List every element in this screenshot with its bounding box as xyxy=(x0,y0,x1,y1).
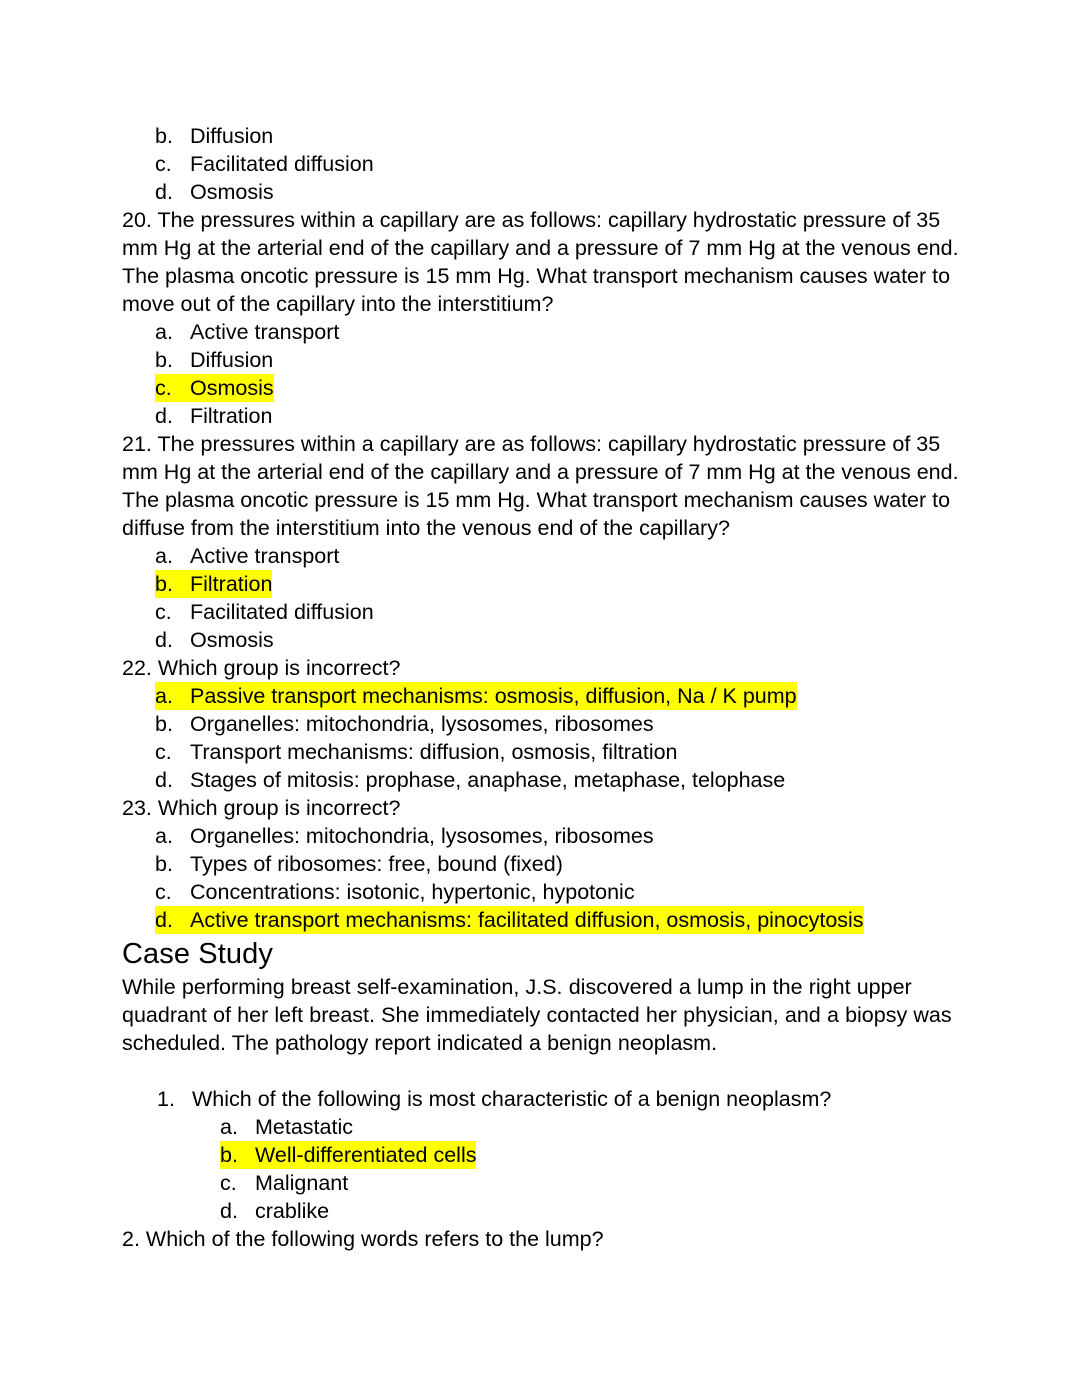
option-text: Transport mechanisms: diffusion, osmosis, filtration xyxy=(190,740,678,764)
option-list-23 xyxy=(122,822,968,934)
option-marker: b. xyxy=(155,570,190,598)
list-item xyxy=(155,346,968,374)
option-marker: a. xyxy=(155,320,173,344)
option-marker: c. xyxy=(220,1171,237,1195)
list-item xyxy=(155,318,968,346)
question-text-22: 22. Which group is incorrect? xyxy=(122,656,401,680)
option-text: Organelles: mitochondria, lysosomes, ribosomes xyxy=(190,824,654,848)
list-item xyxy=(155,402,968,430)
question-marker: 1. xyxy=(157,1087,175,1111)
question-text-20: 20. The pressures within a capillary are as follows: capillary hydrostatic pressure of 35 mm Hg at the arterial end of the capillary and a pressure of 7 mm Hg at the venous end. The plasma oncotic pressure is 15 mm Hg. What transport mechanism causes water to move out of the capillary into the interstitium? xyxy=(122,208,959,316)
option-marker: b. xyxy=(155,348,173,372)
question-text-21: 21. The pressures within a capillary are as follows: capillary hydrostatic pressure of 35 mm Hg at the arterial end of the capillary and a pressure of 7 mm Hg at the venous end. The plasma oncotic pressure is 15 mm Hg. What transport mechanism causes water to diffuse from the interstitium into the venous end of the capillary? xyxy=(122,432,959,540)
option-list-21 xyxy=(122,542,968,654)
option-list-22 xyxy=(122,682,968,794)
option-marker: c. xyxy=(155,600,172,624)
option-marker: d. xyxy=(155,404,173,428)
list-item xyxy=(155,878,968,906)
list-item xyxy=(155,710,968,738)
option-marker: a. xyxy=(155,544,173,568)
option-text: Active transport mechanisms: facilitated diffusion, osmosis, pinocytosis xyxy=(190,908,864,932)
list-item xyxy=(155,598,968,626)
option-text: Active transport xyxy=(190,544,340,568)
option-text: Concentrations: isotonic, hypertonic, hypotonic xyxy=(190,880,635,904)
list-item xyxy=(155,122,968,150)
list-item-highlighted xyxy=(155,906,968,934)
case-study-option-list-1 xyxy=(122,1113,968,1225)
option-marker: c. xyxy=(155,880,172,904)
option-text: Stages of mitosis: prophase, anaphase, metaphase, telophase xyxy=(190,768,786,792)
list-item xyxy=(155,766,968,794)
option-text: Diffusion xyxy=(190,348,274,372)
list-item xyxy=(155,178,968,206)
option-text: Filtration xyxy=(190,572,273,596)
option-marker: a. xyxy=(155,824,173,848)
option-marker: c. xyxy=(155,740,172,764)
list-item-highlighted xyxy=(220,1141,968,1169)
case-study-heading: Case Study xyxy=(122,938,273,970)
option-marker: d. xyxy=(220,1199,238,1223)
list-item xyxy=(157,1085,968,1113)
option-text: Osmosis xyxy=(190,628,274,652)
list-item-highlighted xyxy=(155,682,968,710)
option-text: Active transport xyxy=(190,320,340,344)
option-text: Well-differentiated cells xyxy=(255,1143,477,1167)
option-text: Passive transport mechanisms: osmosis, diffusion, Na / K pump xyxy=(190,684,797,708)
document-body xyxy=(122,122,968,1253)
list-item xyxy=(155,542,968,570)
option-marker: a. xyxy=(220,1115,238,1139)
list-item xyxy=(155,850,968,878)
option-text: Organelles: mitochondria, lysosomes, ribosomes xyxy=(190,712,654,736)
option-text: Metastatic xyxy=(255,1115,353,1139)
option-text: Filtration xyxy=(190,404,273,428)
case-study-question-1 xyxy=(122,1085,968,1113)
blank-line-spacer xyxy=(122,1057,968,1085)
list-item xyxy=(220,1169,968,1197)
option-text: Facilitated diffusion xyxy=(190,152,374,176)
question-text: Which of the following is most characteristic of a benign neoplasm? xyxy=(192,1087,832,1111)
option-text: Facilitated diffusion xyxy=(190,600,374,624)
question-text-23: 23. Which group is incorrect? xyxy=(122,796,401,820)
case-study-narrative: While performing breast self-examination, J.S. discovered a lump in the right upper quadrant of her left breast. She immediately contacted her physician, and a biopsy was scheduled. The pathology report indicated a benign neoplasm. xyxy=(122,975,952,1055)
option-marker: b. xyxy=(155,712,173,736)
list-item xyxy=(220,1197,968,1225)
option-text: crablike xyxy=(255,1199,330,1223)
option-marker: c. xyxy=(155,152,172,176)
list-item xyxy=(220,1113,968,1141)
option-marker: b. xyxy=(155,852,173,876)
option-marker: a. xyxy=(155,682,190,710)
option-marker: b. xyxy=(155,124,173,148)
option-marker: d. xyxy=(155,180,173,204)
list-item-highlighted xyxy=(155,570,968,598)
option-text: Malignant xyxy=(255,1171,349,1195)
option-marker: d. xyxy=(155,628,173,652)
option-text: Osmosis xyxy=(190,180,274,204)
continued-option-list xyxy=(122,122,968,206)
list-item xyxy=(155,738,968,766)
case-study-question-2: 2. Which of the following words refers to the lump? xyxy=(122,1227,604,1251)
list-item xyxy=(155,822,968,850)
list-item xyxy=(155,626,968,654)
option-marker: d. xyxy=(155,768,173,792)
option-text: Diffusion xyxy=(190,124,274,148)
list-item-highlighted xyxy=(155,374,968,402)
option-marker: c. xyxy=(155,374,190,402)
option-list-20 xyxy=(122,318,968,430)
option-text: Types of ribosomes: free, bound (fixed) xyxy=(190,852,563,876)
option-marker: b. xyxy=(220,1141,255,1169)
option-marker: d. xyxy=(155,906,190,934)
option-text: Osmosis xyxy=(190,376,274,400)
list-item xyxy=(155,150,968,178)
